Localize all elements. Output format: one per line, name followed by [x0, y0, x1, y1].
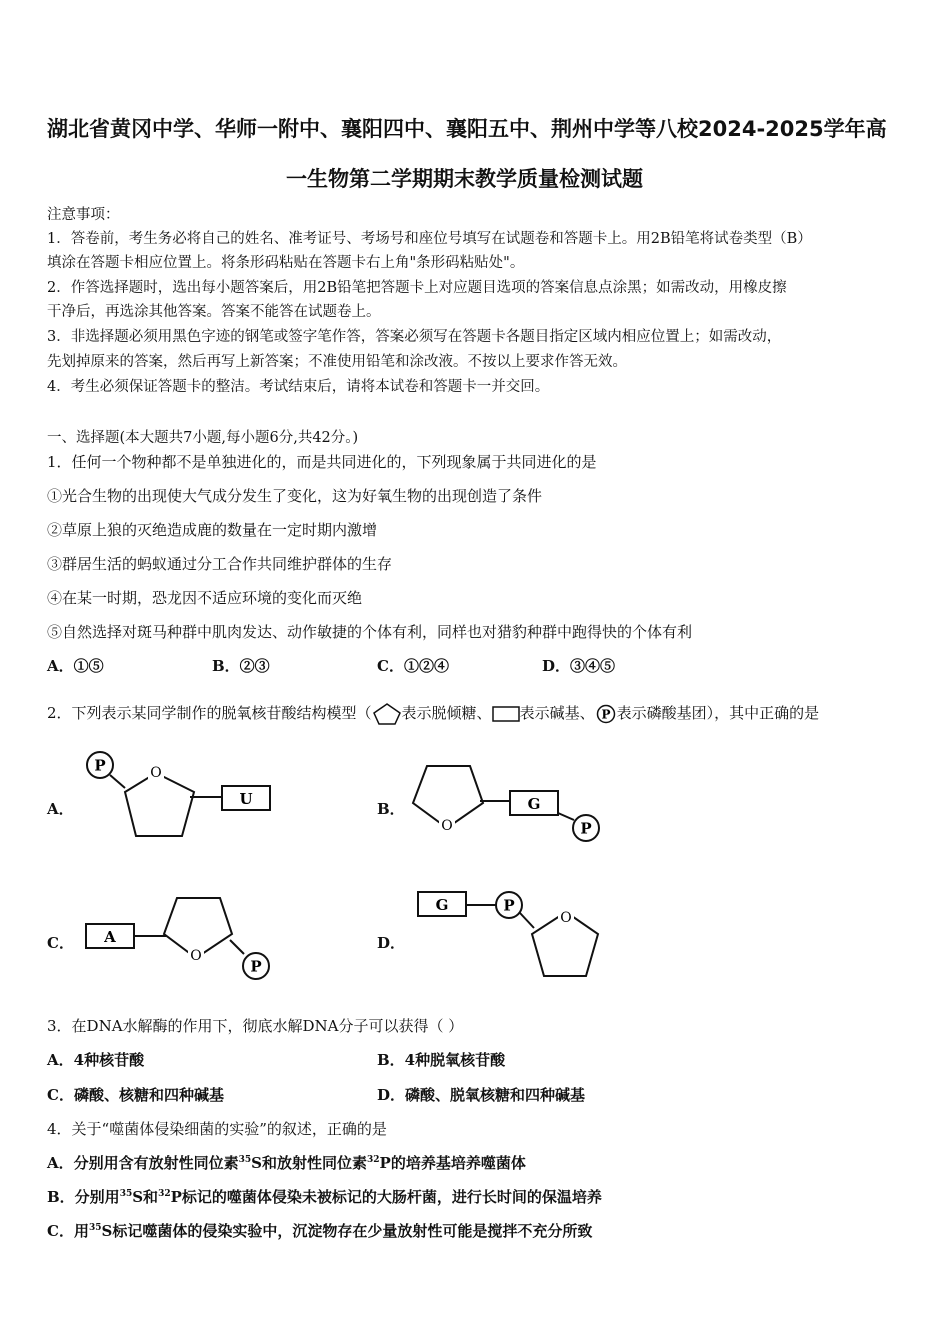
q4-stem: 4．关于“噬菌体侵染细菌的实验”的叙述，正确的是 [47, 1120, 387, 1138]
isotope-35: 35 [238, 1155, 252, 1165]
q1-option-d[interactable]: D．③④⑤ [542, 657, 616, 675]
ring-oxygen-label: O [150, 765, 162, 781]
q3-option-d[interactable]: D．磷酸、脱氧核糖和四种碱基 [377, 1086, 586, 1104]
notice-line: 4．考生必须保证答题卡的整洁。考试结束后，请将本试卷和答题卡一并交回。 [47, 379, 550, 395]
q1-item: ③群居生活的蚂蚁通过分工合作共同维护群体的生存 [47, 555, 393, 573]
diagram-a[interactable] [80, 748, 280, 848]
diagram-d[interactable] [410, 884, 610, 984]
q1-item: ①光合生物的出现使大气成分发生了变化，这为好氧生物的出现创造了条件 [47, 487, 543, 505]
q3-option-a[interactable]: A．4种核苷酸 [47, 1051, 145, 1069]
isotope-35: 35 [119, 1189, 133, 1199]
q2-option-c[interactable]: C． [47, 934, 74, 952]
q2-option-d[interactable]: D． [377, 934, 406, 952]
q1-item: ④在某一时期，恐龙因不适应环境的变化而灭绝 [47, 589, 363, 607]
q4-option-b[interactable] [47, 1186, 602, 1207]
isotope-32: 32 [367, 1155, 380, 1165]
q4-b-text: S和 [132, 1188, 159, 1206]
q4-option-a[interactable] [47, 1152, 526, 1173]
q2-stem-d: 表示磷酸基团），其中正确的是 [616, 704, 820, 722]
title-line-1: 湖北省黄冈中学、华师一附中、襄阳四中、襄阳五中、荆州中学等八校2024-2025学年高 [47, 117, 887, 141]
notice-line: 干净后，再选涂其他答案。答案不能答在试题卷上。 [47, 304, 381, 320]
section-heading: 一、选择题(本大题共7小题,每小题6分,共42分。) [47, 430, 359, 446]
q3-option-b[interactable]: B．4种脱氧核苷酸 [377, 1051, 506, 1069]
bond-line [558, 813, 574, 820]
q2-option-b[interactable]: B． [377, 800, 405, 818]
q4-c-text: C．用 [47, 1222, 89, 1240]
isotope-32: 32 [158, 1189, 171, 1199]
phosphate-label: P [601, 707, 611, 722]
diagram-b[interactable] [410, 758, 610, 848]
q1-stem: 1．任何一个物种都不是单独进化的，而是共同进化的，下列现象属于共同进化的是 [47, 453, 597, 471]
q1-option-c[interactable]: C．①②④ [377, 657, 449, 675]
ring-oxygen-label: O [560, 910, 572, 926]
q2-stem-c: 表示碱基、 [519, 704, 595, 722]
notice-line: 填涂在答题卡相应位置上。将条形码粘贴在答题卡右上角"条形码粘贴处"。 [47, 255, 525, 271]
q4-c-text: S标记噬菌体的侵染实验中，沉淀物存在少量放射性可能是搅拌不充分所致 [101, 1222, 593, 1240]
base-label: G [435, 896, 449, 914]
q4-b-text: P标记的噬菌体侵染未被标记的大肠杆菌，进行长时间的保温培养 [170, 1188, 602, 1206]
phosphate-label: P [94, 756, 106, 775]
base-label: G [527, 795, 541, 813]
ring-oxygen-label: O [190, 948, 202, 964]
pentagon-sugar-icon [372, 702, 402, 726]
isotope-35: 35 [88, 1223, 102, 1233]
q4-option-c[interactable] [47, 1220, 592, 1241]
notice-heading: 注意事项： [47, 207, 120, 223]
phosphate-circle-icon [595, 704, 617, 724]
q3-option-c[interactable]: C．磷酸、核糖和四种碱基 [47, 1086, 224, 1104]
diagram-c[interactable] [80, 888, 280, 988]
phosphate-label: P [580, 819, 592, 838]
rectangle-base-icon [492, 705, 520, 723]
q2-stem [47, 702, 819, 726]
bond-line [110, 775, 125, 788]
notice-line: 先划掉原来的答案，然后再写上新答案；不准使用铅笔和涂改液。不按以上要求作答无效。 [47, 354, 627, 370]
base-label: A [104, 928, 116, 946]
q1-option-a[interactable]: A．①⑤ [47, 657, 104, 675]
q2-option-a[interactable]: A． [47, 800, 74, 818]
sugar-pentagon [125, 773, 194, 836]
q1-item: ②草原上狼的灭绝造成鹿的数量在一定时期内激增 [47, 521, 378, 539]
phosphate-label: P [503, 896, 515, 915]
bond-line [520, 913, 534, 928]
bond-line [230, 940, 244, 954]
q4-a-text: S和放射性同位素 [251, 1154, 368, 1172]
notice-line: 1．答卷前，考生务必将自己的姓名、准考证号、考场号和座位号填写在试题卷和答题卡上。用2B铅笔将试卷类型（B） [47, 231, 812, 247]
q4-b-text: B．分别用 [47, 1188, 120, 1206]
q2-stem-a: 2．下列表示某同学制作的脱氧核苷酸结构模型（ [47, 704, 372, 722]
q4-a-text: A．分别用含有放射性同位素 [47, 1154, 239, 1172]
notice-line: 2．作答选择题时，选出每小题答案后，用2B铅笔把答题卡上对应题目选项的答案信息点涂黑；如需改动，用橡皮擦 [47, 280, 787, 296]
ring-oxygen-label: O [441, 818, 453, 834]
q4-a-text: P的培养基培养噬菌体 [379, 1154, 526, 1172]
q1-item: ⑤自然选择对斑马种群中肌肉发达、动作敏捷的个体有利，同样也对猎豹种群中跑得快的个体有利 [47, 623, 693, 641]
title-line-2: 一生物第二学期期末教学质量检测试题 [286, 167, 643, 191]
phosphate-label: P [250, 957, 262, 976]
q1-option-b[interactable]: B．②③ [212, 657, 270, 675]
base-label: U [239, 790, 253, 808]
q3-stem: 3．在DNA水解酶的作用下，彻底水解DNA分子可以获得（ ） [47, 1017, 464, 1035]
q2-stem-b: 表示脱倾糖、 [401, 704, 492, 722]
notice-line: 3．非选择题必须用黑色字迹的钢笔或签字笔作答，答案必须写在答题卡各题目指定区域内相应位置上；如需改动， [47, 329, 782, 345]
